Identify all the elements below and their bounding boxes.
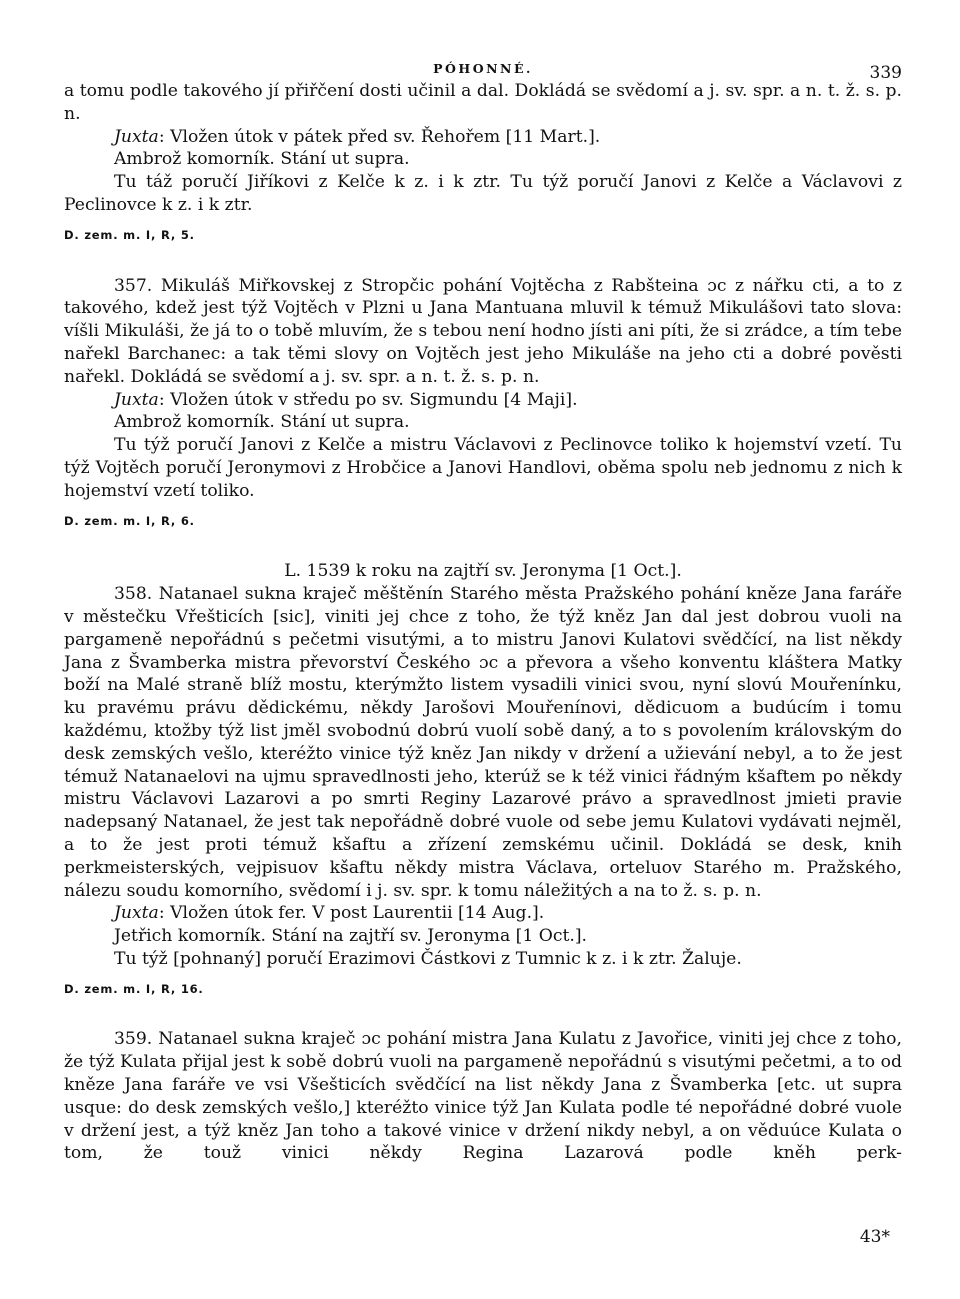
entry-text: 357. Mikuláš Miřkovskej z Stropčic pohání Vojtěcha z Rabšteina ɔc z nářku cti, a to z takového, kdež jest týž Vojtěch v Plzni u Jana Mantuana mluvil k témuž Mikulášovi tato slova: víšli Mikuláši, že já to o tobě mluvím, že s tebou není hodno jísti ani píti, že si zrádce, a tím tebe nařekl Barchanec: a tak těmi slovy on Vojtěch jest jeho Mikuláše na jeho cti a dobré pověsti nařekl. Dokládá se svědomí a j. sv. spr. a n. t. ž. s. p. n.	[64, 275, 902, 387]
paragraph: a tomu podle takového jí přiřčení dosti učinil a dal. Dokládá se svědomí a j. sv. spr. a n. t. ž. s. p. n.	[64, 81, 902, 124]
page	[64, 50, 902, 1165]
juxta-text: : Vložen útok fer. V post Laurentii [14 Aug.].	[158, 903, 545, 924]
entry-text: 359. Natanael sukna kraječ ɔc pohání mistra Jana Kulatu z Javořice, viniti jej chce z toho, že týž Kulata přijal jest k sobě dobrú vuoli na pargameně nepořádnú s visutými pečetmi, a to od kněze Jana faráře ve vsi Všešticích svědčící na list někdy Jana z Švamberka [etc. ut supra usque: do desk zemských vešlo,] kteréžto vinice týž Jan Kulata podle té nepořádné dobré vuole v držení jest, a týž kněz Jan toho a takové vinice v držení nikdy nebyl, a on věduúce Kulata o tom, že touž vinici někdy Regina Lazarová podle kněh perk-	[64, 1029, 902, 1164]
running-title: PÓHONNÉ.	[433, 61, 533, 76]
juxta-text: : Vložen útok v pátek před sv. Řehořem [11 Mart.].	[158, 126, 601, 147]
spacer	[64, 247, 902, 275]
source-reference: D. zem. m. I, R, 16.	[64, 981, 204, 996]
entry-359	[64, 1028, 902, 1165]
juxta-label: Juxta	[114, 389, 159, 410]
source-reference: D. zem. m. I, R, 5.	[64, 227, 195, 242]
juxta-label: Juxta	[114, 126, 159, 147]
poruci-line: Tu týž [pohnaný] poručí Erazimovi Částkovi z Tumnic k z. i k ztr. Žaluje.	[114, 948, 742, 969]
entry-continuation	[64, 80, 902, 247]
poruci-line: Tu týž poručí Janovi z Kelče a mistru Václavovi z Peclinovce toliko k hojemství vzetí. Tu týž Vojtěch poručí Jeronymovi z Hrobčice a Janovi Handlovi, oběma spolu neb jednomu z nich k hojemství vzetí toliko.	[64, 435, 902, 501]
juxta-label: Juxta	[114, 903, 159, 924]
komornik-line: Ambrož komorník. Stání ut supra.	[114, 412, 410, 433]
signature-mark: 43*	[859, 1227, 890, 1247]
entry-text: 358. Natanael sukna kraječ měštěnín Starého města Pražského pohání kněze Jana faráře v městečku Vřešticích [sic], viniti jej chce z toho, že týž kněz Jan dal jest dobrou vuoli na pargameně nepořádnú s pečetmi visutými, a to mistru Janovi Kulatovi svědčící, na list někdy Jana z Švamberka mistra převorství Českého ɔc a převora a všeho konventu kláštera Matky boží na Malé straně blíž mostu, kterýmžto listem vysadili vinici svou, nyní slovú Mouřenínku, ku pravému právu dědickému, někdy Jarošovi Mouřenínovi, dědicuom a budúcím i tomu každému, ktožby týž list jměl svobodnú dobrú vuolí sobě daný, a to s povolením královským do desk zemských vešlo, kteréžto vinice týž kněz Jan nikdy v držení a užievání nebyl, a to že jest témuž Natanaelovi na ujmu spravedlnosti jeho, kterúž se k též vinici řádným kšaftem po někdy mistru Václavovi Lazarovi a po smrti Reginy Lazarové právo a spravedlnost jmieti pravie nadepsaný Natanael, že jest tak nepořádně dobré vuole od sebe jemu Kulatovi vydávati nejměl, a to že jest proti témuž kšaftu a zřízení zemskému učinil. Dokládá se desk, knih perkmeisterských, vejpisuov kšaftu někdy mistra Václava, orteluov Starého m. Pražského, nálezu soudu komorního, svědomí i j. sv. spr. k tomu náležitých a na to ž. s. p. n.	[64, 584, 902, 901]
juxta-line	[64, 902, 902, 925]
page-header	[64, 50, 902, 83]
section-heading: L. 1539 k roku na zajtří sv. Jeronyma [1 Oct.].	[284, 561, 682, 582]
page-number: 339	[869, 63, 902, 83]
source-reference: D. zem. m. I, R, 6.	[64, 513, 195, 528]
juxta-line	[64, 126, 902, 149]
spacer	[64, 1000, 902, 1028]
juxta-line	[64, 389, 902, 412]
juxta-text: : Vložen útok v středu po sv. Sigmundu [4 Maji].	[158, 389, 578, 410]
poruci-line: Tu táž poručí Jiříkovi z Kelče k z. i k ztr. Tu týž poručí Janovi z Kelče a Václavovi z Peclinovce k z. i k ztr.	[64, 172, 902, 215]
komornik-line: Ambrož komorník. Stání ut supra.	[114, 149, 410, 170]
spacer	[64, 532, 902, 560]
entry-357	[64, 275, 902, 533]
entry-358	[64, 583, 902, 1000]
komornik-line: Jetřich komorník. Stání na zajtří sv. Jeronyma [1 Oct.].	[114, 926, 588, 947]
